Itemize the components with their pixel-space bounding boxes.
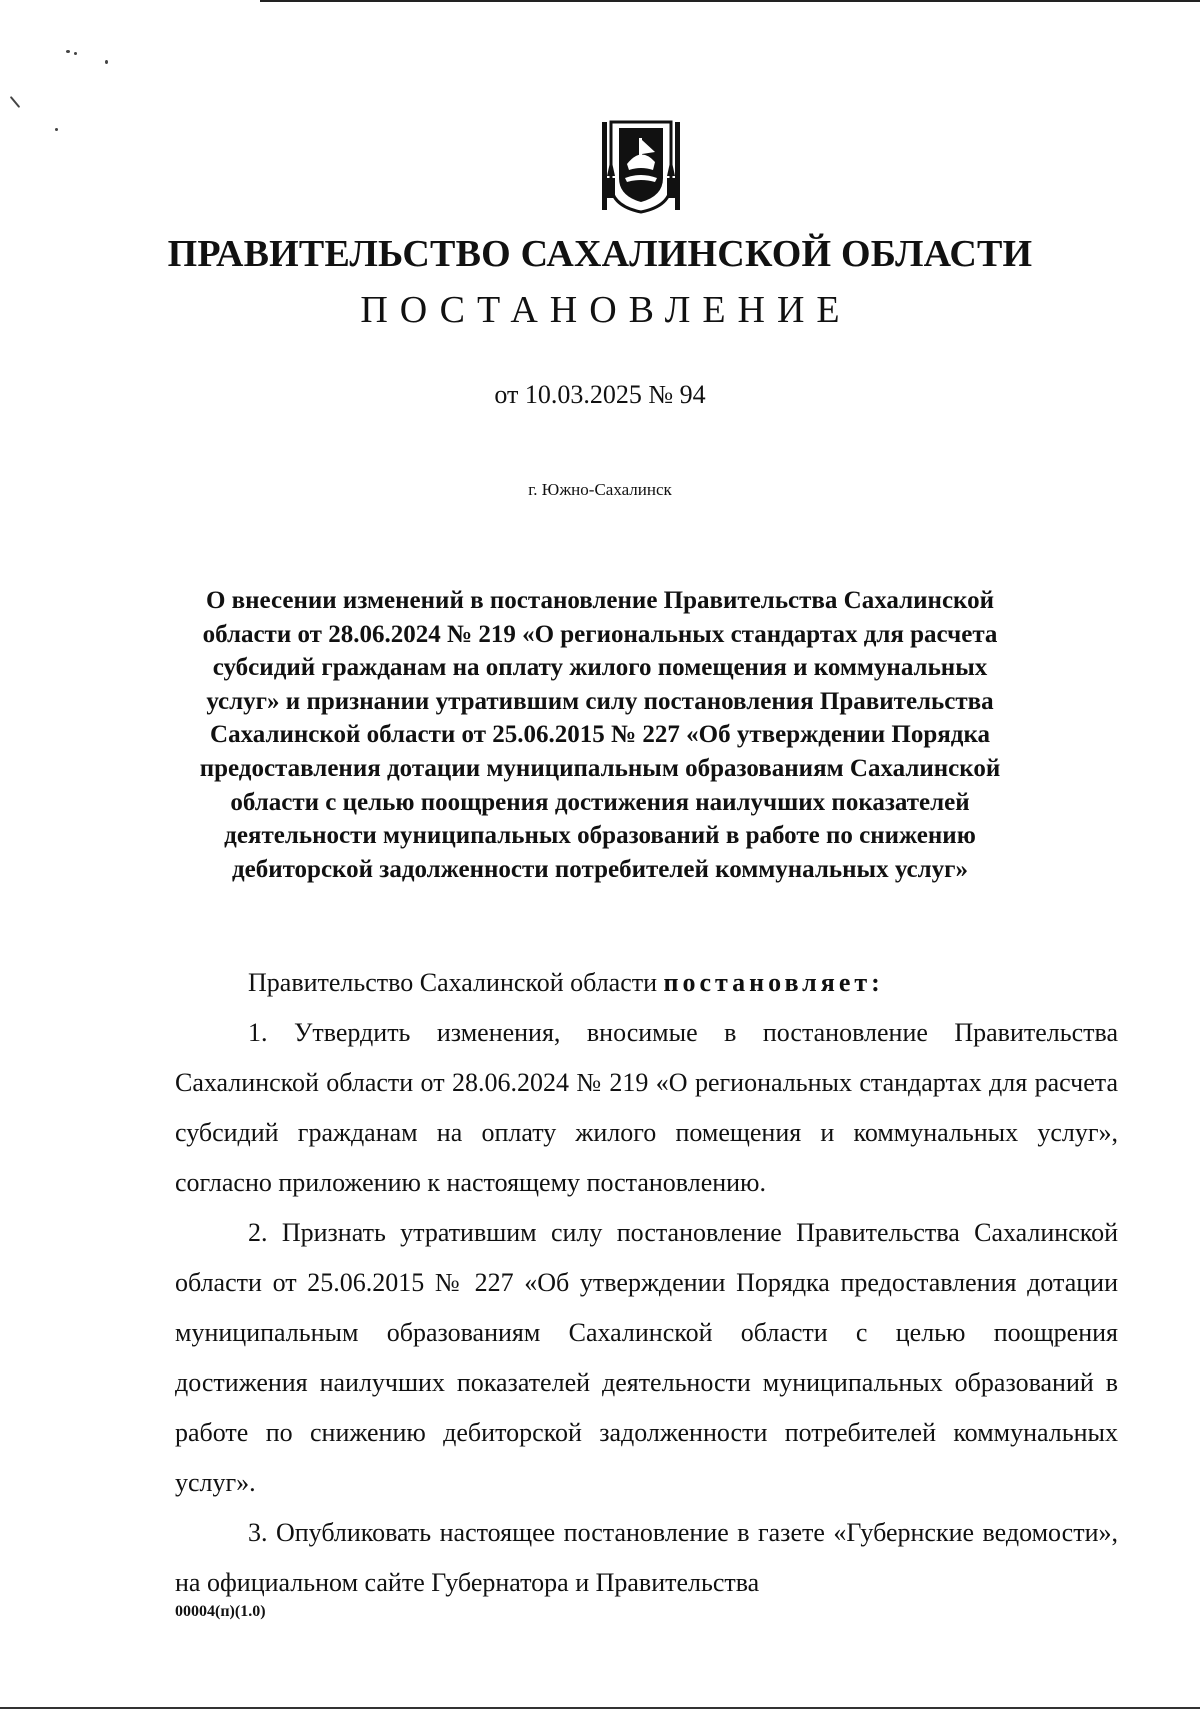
heading-line: услуг» и признании утратившим силу постановления Правительства [206,687,994,715]
heading-line: предоставления дотации муниципальным образованиям Сахалинской [199,754,1001,782]
scan-speck [66,50,70,53]
document-date-number: от 10.03.2025 № 94 [494,380,706,409]
document-heading [180,584,1020,886]
body-paragraph-2: 2. Признать утратившим силу постановление Правительства Сахалинской области от 25.06.2015 № 227 «Об утверждении Порядка предоставления дотации муниципальным образованиям Сахалинской области с целью поощрения достижения наилучших показателей деятельности муниципальных образований в работе по снижению дебиторской задолженности потребителей коммунальных услуг». [175,1218,1118,1497]
scan-bottom-edge-line [0,1707,1200,1709]
form-code: 00004(п)(1.0) [175,1603,266,1620]
heading-line: О внесении изменений в постановление Правительства Сахалинской [205,587,995,614]
organization-title: ПРАВИТЕЛЬСТВО САХАЛИНСКОЙ ОБЛАСТИ [167,233,1033,275]
body-paragraph-1: 1. Утвердить изменения, вносимые в постановление Правительства Сахалинской области от 28.06.2024 № 219 «О региональных стандартах для расчета субсидий гражданам на оплату жилого помещения и коммунальных услуг», согласно приложению к настоящему постановлению. [175,1018,1118,1197]
heading-line: области от 28.06.2024 № 219 «О региональных стандартах для расчета [202,620,998,648]
document-body [175,958,1118,1608]
heading-line: деятельности муниципальных образований в работе по снижению [224,822,976,850]
intro-text: Правительство Сахалинской области [248,968,658,997]
intro-emphasis: постановляет: [663,968,884,997]
scan-speck [105,60,108,64]
document-city: г. Южно-Сахалинск [528,480,672,499]
scan-speck [74,52,77,55]
body-paragraph-3: 3. Опубликовать настоящее постановление в газете «Губернские ведомости», на официальном сайте Губернатора и Правительства [175,1518,1118,1597]
sakhalin-coat-of-arms-icon [597,118,685,216]
scan-top-edge-line [260,0,1200,2]
heading-line: дебиторской задолженности потребителей коммунальных услуг» [231,855,969,883]
heading-line: области с целью поощрения достижения наилучших показателей [230,788,970,816]
scan-speck [55,128,58,131]
intro-paragraph [175,958,1118,1008]
heading-line: Сахалинской области от 25.06.2015 № 227 «Об утверждении Порядка [210,721,990,749]
scan-speck [10,96,21,108]
document-type: ПОСТАНОВЛЕНИЕ [360,289,852,331]
heading-line: субсидий гражданам на оплату жилого помещения и коммунальных [212,654,988,682]
